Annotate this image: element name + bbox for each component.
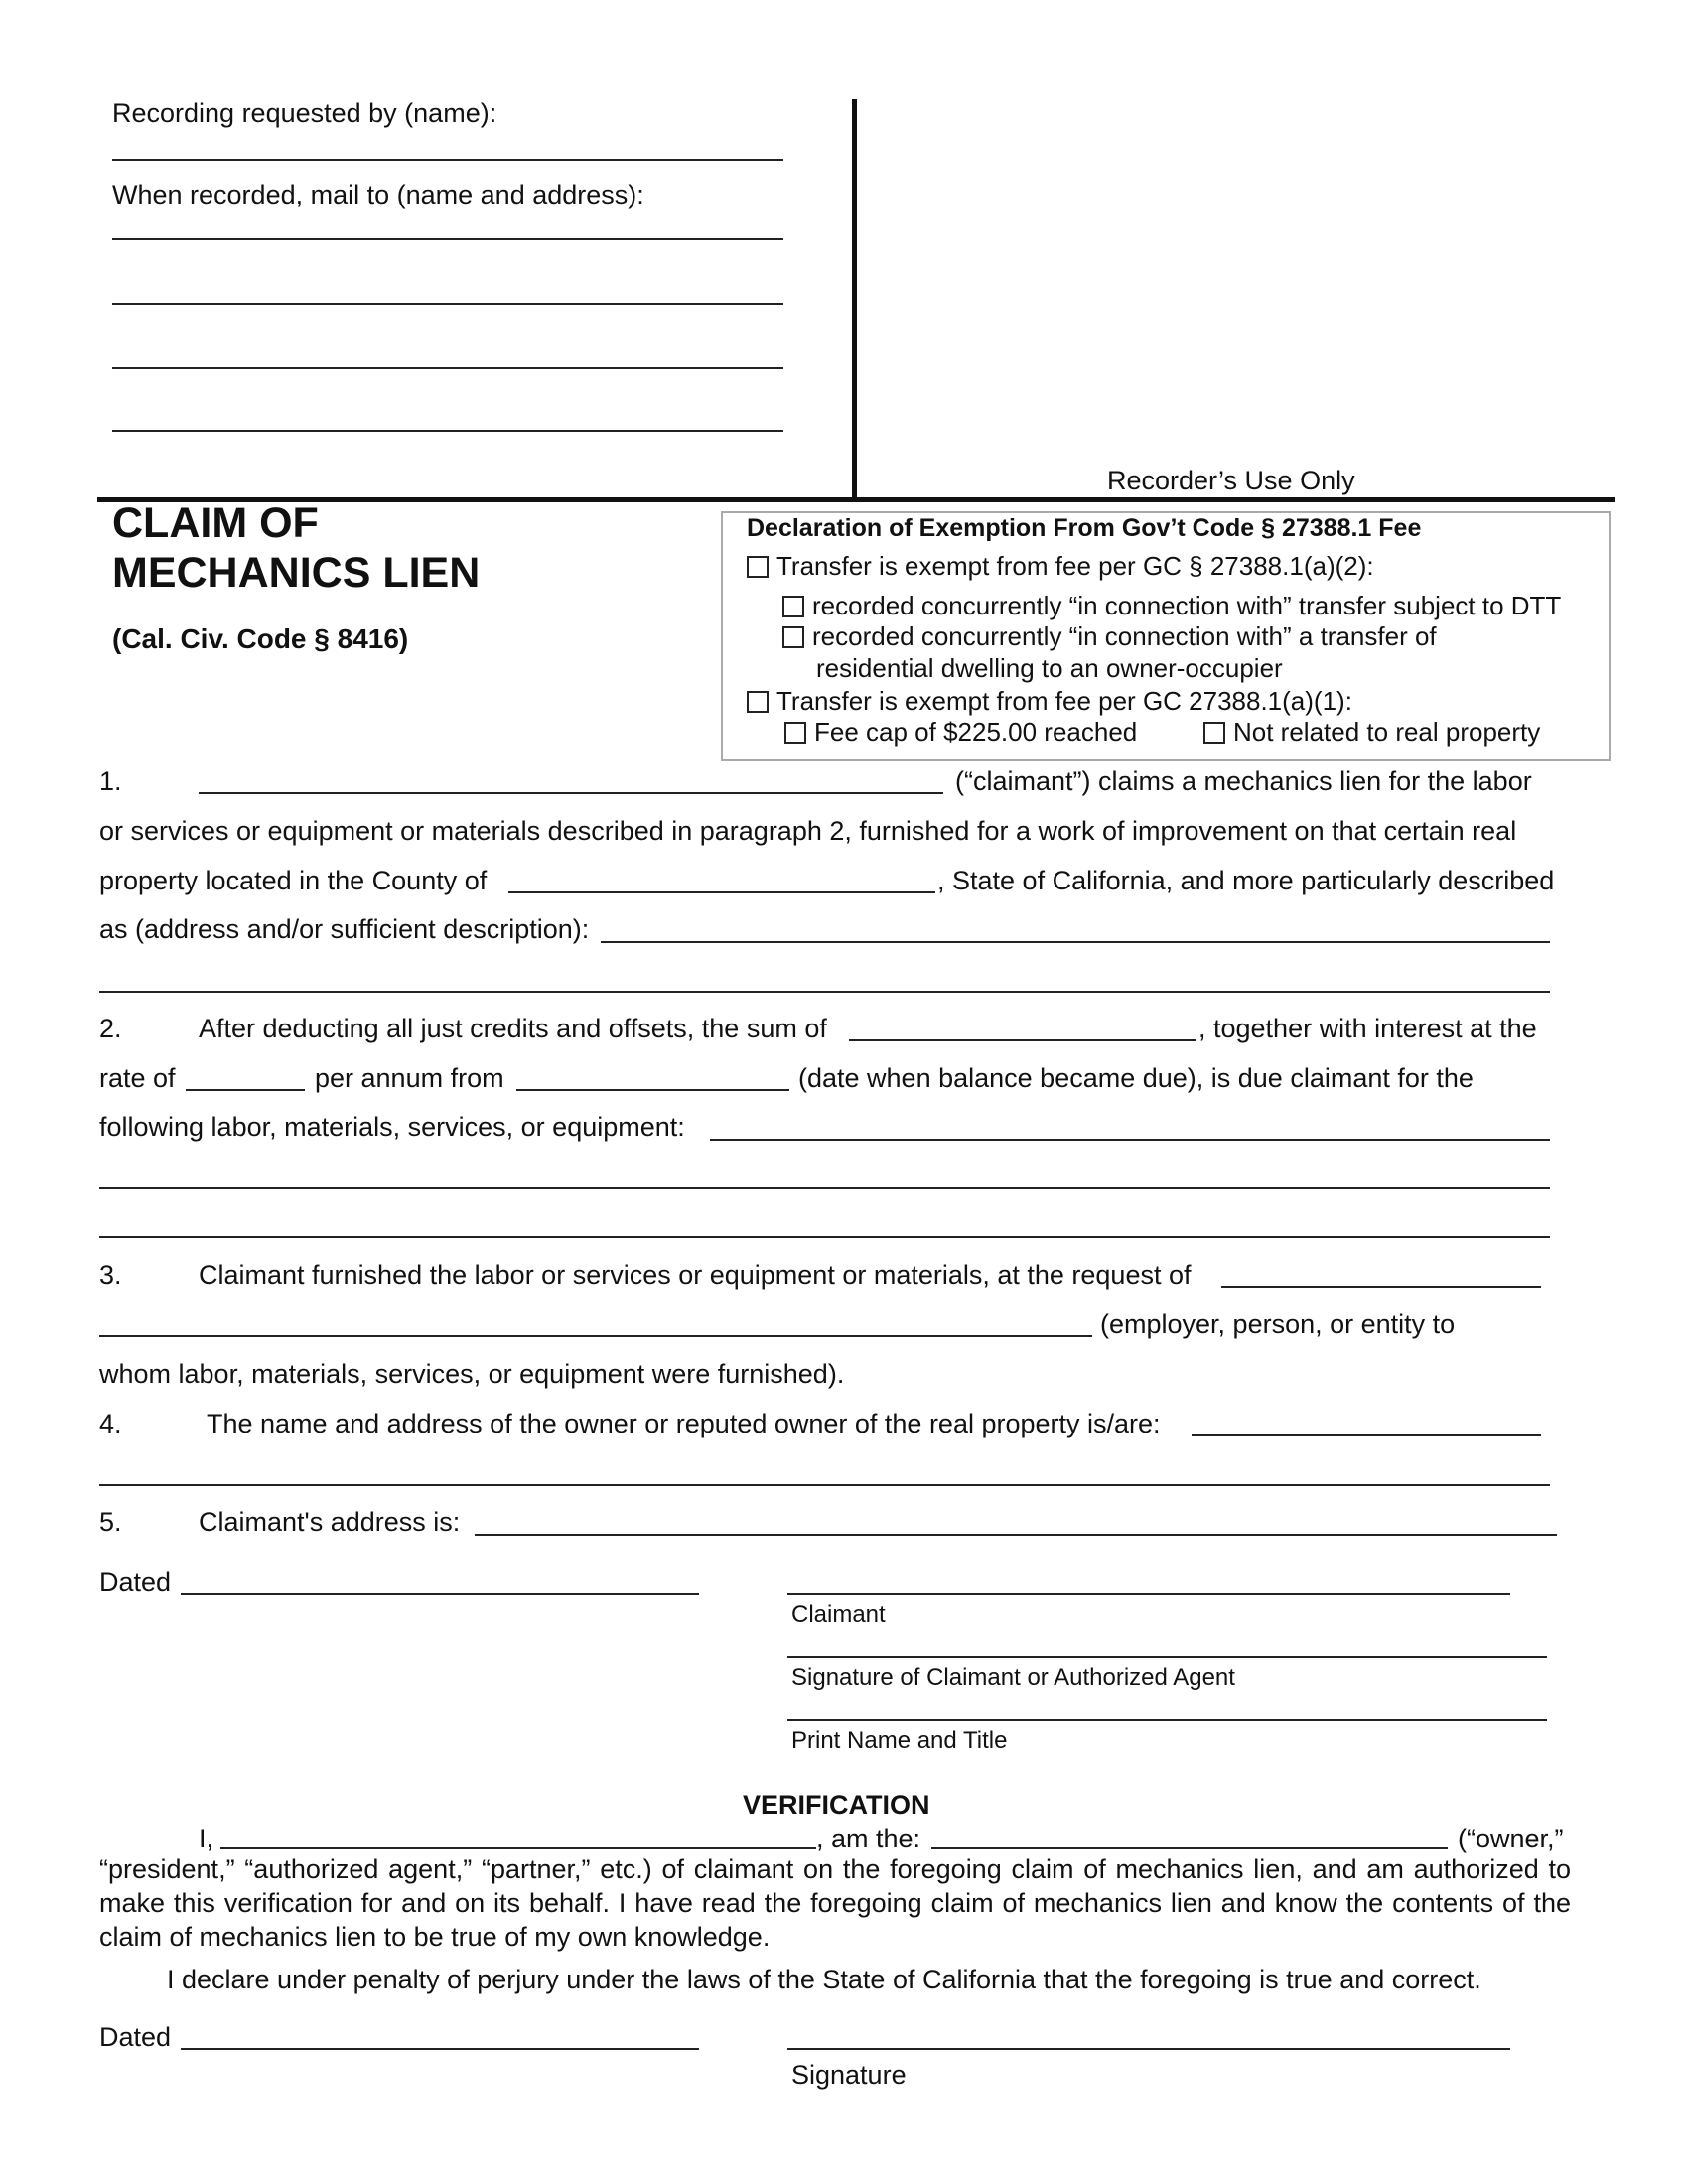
exemption-option-1b-line2: residential dwelling to an owner-occupier	[816, 653, 1283, 683]
mail-to-label: When recorded, mail to (name and address):	[112, 180, 644, 209]
form-citation: (Cal. Civ. Code § 8416)	[112, 623, 409, 654]
requester-field-1[interactable]	[1221, 1286, 1541, 1288]
para1-line3a: property located in the County of	[99, 866, 488, 895]
exemption-option-1b	[782, 620, 1437, 652]
dated-label-1: Dated	[99, 1568, 172, 1597]
verifier-name-field[interactable]	[220, 1847, 816, 1849]
verification-i: I,	[199, 1824, 214, 1853]
interest-rate-field[interactable]	[186, 1089, 305, 1091]
para3-number: 3.	[99, 1260, 122, 1290]
para2-line1b: , together with interest at the	[1198, 1014, 1537, 1043]
claimant-caption: Claimant	[791, 1601, 886, 1628]
header-horizontal-divider	[97, 497, 1615, 502]
exemption-option-1b-checkbox[interactable]	[782, 626, 804, 648]
owner-field-2[interactable]	[99, 1484, 1550, 1486]
para2-line3: following labor, materials, services, or equipment:	[99, 1112, 685, 1142]
requester-field-2[interactable]	[99, 1335, 1092, 1337]
para5-number: 5.	[99, 1507, 122, 1537]
verification-body: “president,” “authorized agent,” “partner,” etc.) of claimant on the foregoing claim of mechanics lien, and am authorized to make this verification for and on its behalf. I have read the foregoing claim of mechanics lien and know the contents of the claim of mechanics lien to be true of my own knowledge.	[99, 1854, 1571, 1952]
para2-line2a: rate of	[99, 1063, 176, 1093]
exemption-option-1a	[782, 590, 1561, 621]
dated-field-1[interactable]	[181, 1593, 699, 1595]
para3-line2: (employer, person, or entity to	[1100, 1309, 1456, 1339]
exemption-option-1a-label: recorded concurrently “in connection with” transfer subject to DTT	[812, 591, 1562, 620]
para1-number: 1.	[99, 766, 122, 796]
recorder-use-label: Recorder’s Use Only	[1107, 466, 1355, 495]
dated-label-2: Dated	[99, 2022, 172, 2052]
labor-description-field-1[interactable]	[710, 1139, 1550, 1141]
para2-line2c: (date when balance became due), is due claimant for the	[798, 1063, 1474, 1093]
claimant-signature-field[interactable]	[787, 1656, 1547, 1658]
para3-line1: Claimant furnished the labor or services or equipment or materials, at the request of	[199, 1260, 1192, 1290]
para1-line4: as (address and/or sufficient description):	[99, 914, 590, 944]
exemption-option-2a-label: Fee cap of $225.00 reached	[814, 717, 1138, 747]
verification-heading: VERIFICATION	[743, 1790, 930, 1820]
exemption-option-2b-label: Not related to real property	[1233, 717, 1541, 747]
para2-line1a: After deducting all just credits and offsets, the sum of	[199, 1014, 827, 1043]
verification-signature-field[interactable]	[787, 2048, 1510, 2050]
para1-line1: (“claimant”) claims a mechanics lien for the labor	[955, 766, 1532, 796]
para3-line3: whom labor, materials, services, or equipment were furnished).	[99, 1359, 845, 1389]
sum-field[interactable]	[849, 1039, 1196, 1041]
para2-line2b: per annum from	[315, 1063, 504, 1093]
para2-number: 2.	[99, 1014, 122, 1043]
para1-line2: or services or equipment or materials described in paragraph 2, furnished for a work of improvement on that certain real	[99, 816, 1517, 846]
dated-field-2[interactable]	[181, 2048, 699, 2050]
exemption-option-1-checkbox[interactable]	[747, 556, 769, 578]
exemption-option-2-label: Transfer is exempt from fee per GC 27388.1(a)(1):	[776, 686, 1352, 716]
verifier-title-field[interactable]	[931, 1847, 1448, 1849]
form-title-line1: CLAIM OF	[112, 499, 319, 547]
para4-number: 4.	[99, 1409, 122, 1438]
print-name-field[interactable]	[787, 1719, 1547, 1721]
exemption-option-2b	[1203, 716, 1540, 748]
exemption-option-1b-label: recorded concurrently “in connection with” a transfer of	[812, 621, 1437, 651]
property-description-field-1[interactable]	[601, 941, 1550, 943]
exemption-option-2-checkbox[interactable]	[747, 691, 769, 713]
form-title-line2: MECHANICS LIEN	[112, 549, 481, 597]
mail-to-line-2[interactable]	[112, 303, 783, 305]
exemption-option-2a	[784, 716, 1137, 748]
county-field[interactable]	[508, 891, 935, 893]
exemption-option-2	[747, 685, 1352, 717]
mail-to-line-3[interactable]	[112, 367, 783, 369]
labor-description-field-3[interactable]	[99, 1236, 1550, 1238]
requested-by-line[interactable]	[112, 159, 783, 161]
requested-by-label: Recording requested by (name):	[112, 98, 497, 128]
exemption-option-2a-checkbox[interactable]	[784, 722, 806, 744]
balance-due-date-field[interactable]	[516, 1089, 789, 1091]
claimant-address-field[interactable]	[475, 1534, 1557, 1536]
verification-declaration: I declare under penalty of perjury under the laws of the State of California that the foregoing is true and correct.	[167, 1965, 1481, 1994]
claimant-name-signature-field[interactable]	[787, 1593, 1510, 1595]
para4-line1: The name and address of the owner or reputed owner of the real property is/are:	[207, 1409, 1161, 1438]
exemption-heading: Declaration of Exemption From Gov’t Code § 27388.1 Fee	[747, 514, 1422, 542]
para1-line3b: , State of California, and more particularly described	[937, 866, 1555, 895]
mail-to-line-4[interactable]	[112, 430, 783, 432]
verification-signature-caption: Signature	[791, 2060, 907, 2090]
header-vertical-divider	[852, 99, 857, 498]
exemption-option-1a-checkbox[interactable]	[782, 596, 804, 617]
property-description-field-2[interactable]	[99, 991, 1550, 993]
owner-field-1[interactable]	[1192, 1434, 1541, 1436]
para5-line1: Claimant's address is:	[199, 1507, 461, 1537]
signature-agent-caption: Signature of Claimant or Authorized Agent	[791, 1664, 1235, 1691]
labor-description-field-2[interactable]	[99, 1187, 1550, 1189]
exemption-option-1	[747, 550, 1374, 582]
exemption-option-1-label: Transfer is exempt from fee per GC § 27388.1(a)(2):	[776, 551, 1374, 581]
exemption-option-2b-checkbox[interactable]	[1203, 722, 1225, 744]
print-name-caption: Print Name and Title	[791, 1727, 1008, 1754]
verification-owner-text: (“owner,”	[1458, 1824, 1564, 1853]
claimant-name-field[interactable]	[199, 792, 943, 794]
verification-am-the: , am the:	[816, 1824, 921, 1853]
mail-to-line-1[interactable]	[112, 238, 783, 240]
